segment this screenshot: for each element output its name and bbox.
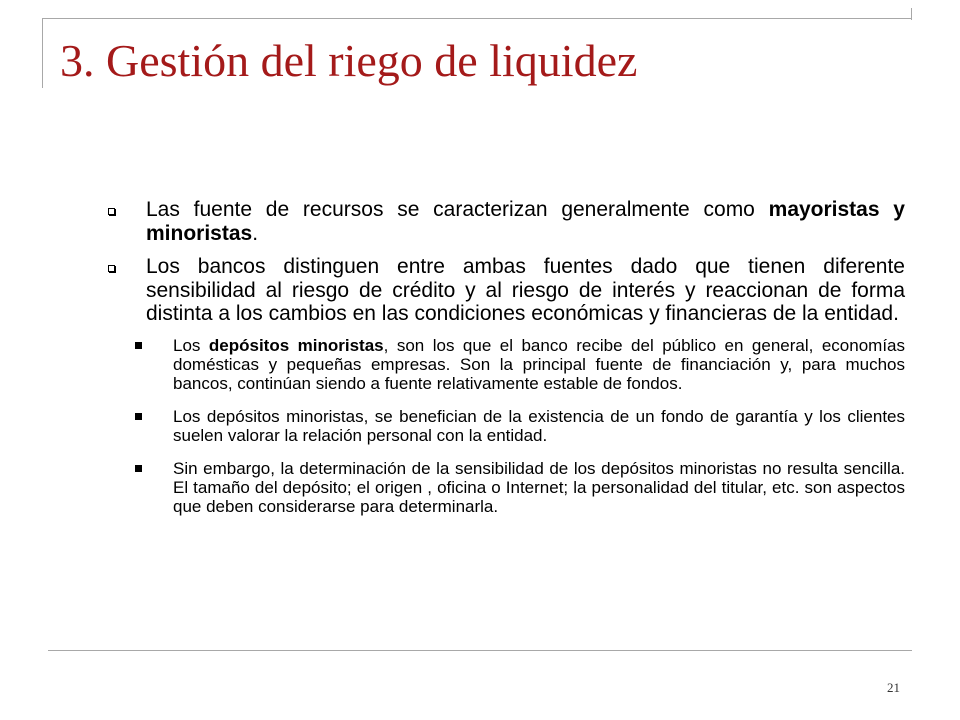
footer-rule	[48, 650, 912, 651]
bullet-item	[90, 198, 905, 245]
sub-bullet-text: Los	[173, 335, 209, 355]
sub-bullet-text: , son los que el banco recibe del público en general, economías domésticas y pequeñas empresas. Son la principal fuente de financiación y, para muchos bancos, continúan siendo a fuente relativamente estable de fondos.	[173, 335, 905, 393]
filled-square-bullet-icon	[135, 465, 142, 472]
page-number: 21	[887, 680, 900, 695]
sub-bullet-bold-text: depósitos minoristas	[208, 335, 384, 355]
bullet-bold-text: mayoristas y minoristas	[146, 198, 905, 245]
sub-bullet-text: Los depósitos minoristas, se benefician de la existencia de un fondo de garantía y los clientes suelen valorar la relación personal con la entidad.	[173, 406, 905, 445]
sub-bullet-item	[90, 336, 905, 393]
bullet-text: Los bancos distinguen entre ambas fuentes dado que tienen diferente sensibilidad al riesgo de crédito y al riesgo de interés y reaccionan de forma distinta a los cambios en las condiciones económicas y financieras de la entidad.	[146, 255, 905, 325]
bullet-text: .	[252, 221, 259, 245]
slide-title: 3. Gestión del riego de liquidez	[60, 35, 638, 86]
filled-square-bullet-icon	[135, 342, 142, 349]
hollow-square-bullet-icon	[108, 265, 115, 272]
sub-bullet-text: Sin embargo, la determinación de la sensibilidad de los depósitos minoristas no resulta sencilla. El tamaño del depósito; el origen , oficina o Internet; la personalidad del titular, etc. son aspectos que deben considerarse para determinarla.	[173, 458, 905, 516]
hollow-square-bullet-icon	[108, 208, 115, 215]
title-frame-left-rule	[42, 18, 43, 88]
sub-bullet-item	[90, 459, 905, 516]
bullet-text: Las fuente de recursos se caracterizan generalmente como	[146, 198, 769, 221]
title-frame-top-rule	[42, 18, 912, 19]
filled-square-bullet-icon	[135, 413, 142, 420]
slide-body	[90, 198, 905, 530]
sub-bullet-item	[90, 407, 905, 445]
bullet-item	[90, 255, 905, 326]
title-frame-right-tick	[911, 8, 912, 20]
